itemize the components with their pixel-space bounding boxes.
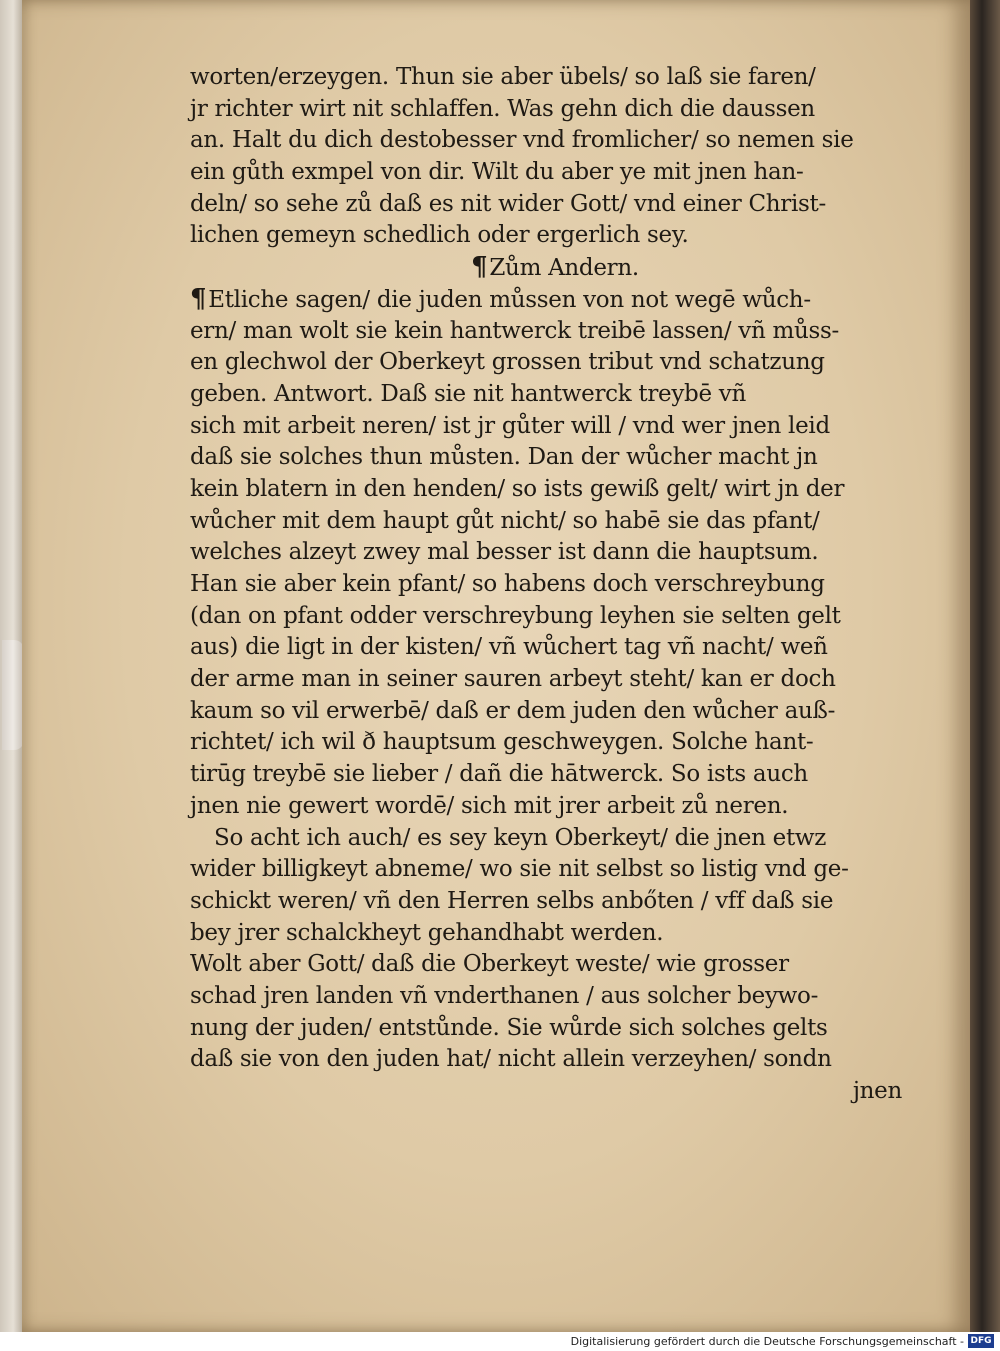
text-line: ein gůth exmpel von dir. Wilt du aber ye mit jnen han- [190, 159, 804, 186]
text-line: der arme man in seiner sauren arbeyt steht/ kan er doch [190, 666, 836, 693]
text-line: daß sie von den juden hat/ nicht allein verzeyhen/ sondn [190, 1046, 832, 1073]
text-line: kaum so vil erwerbē/ daß er dem juden den wůcher auß- [190, 697, 836, 724]
text-line: kein blatern in den henden/ so ists gewiß gelt/ wirt jn der [190, 475, 845, 502]
book-spine-edge [970, 0, 1000, 1332]
text-line: welches alzeyt zwey mal besser ist dann die hauptsum. [190, 539, 819, 566]
text-line: sich mit arbeit neren/ ist jr gůter will / vnd wer jnen leid [190, 412, 830, 439]
footer-bar [0, 1332, 1000, 1351]
text-line: geben. Antwort. Daß sie nit hantwerck treybē vñ [190, 380, 746, 407]
text-line: worten/erzeygen. Thun sie aber übels/ so laß sie faren/ [190, 64, 816, 90]
text-line: jr richter wirt nit schlaffen. Was gehn dich die daussen [190, 95, 815, 122]
catchword: jnen [852, 1078, 902, 1104]
text-line: schad jren landen vñ vnderthanen / aus solcher beywo- [190, 982, 819, 1009]
text-line: schickt weren/ vñ den Herren selbs anbőten / vff daß sie [190, 887, 834, 914]
section-heading [190, 252, 920, 284]
paragraph-start-text: Etliche sagen/ die juden můssen von not wegē wůch- [208, 286, 811, 313]
page-text [190, 62, 920, 1108]
text-line: an. Halt du dich destobesser vnd fromlicher/ so nemen sie [190, 127, 854, 154]
dfg-logo-icon: DFG [968, 1334, 994, 1348]
text-line: So acht ich auch/ es sey keyn Oberkeyt/ die jnen etwz [214, 824, 827, 851]
text-line: aus) die ligt in der kisten/ vñ wůchert tag vñ nacht/ weñ [190, 634, 828, 661]
pilcrow-mark: ¶ [190, 283, 207, 314]
text-line: tirūg treybē sie lieber / dañ die hātwerck. So ists auch [190, 761, 808, 788]
section-heading-text: Zům Andern. [489, 255, 639, 282]
text-line: wůcher mit dem haupt gůt nicht/ so habē sie das pfant/ [190, 507, 820, 534]
page-clip [2, 640, 24, 750]
text-line: bey jrer schalckheyt gehandhabt werden. [190, 919, 664, 946]
text-line: jnen nie gewert wordē/ sich mit jrer arbeit zů neren. [190, 792, 789, 819]
text-line: daß sie solches thun můsten. Dan der wůcher macht jn [190, 444, 818, 471]
text-line: deln/ so sehe zů daß es nit wider Gott/ vnd einer Christ- [190, 190, 826, 217]
text-line: lichen gemeyn schedlich oder ergerlich sey. [190, 222, 689, 249]
text-line: Han sie aber kein pfant/ so habens doch verschreybung [190, 571, 825, 597]
pilcrow-mark: ¶ [471, 252, 488, 283]
text-line: en glechwol der Oberkeyt grossen tribut vnd schatzung [190, 349, 825, 376]
text-line: richtet/ ich wil ð hauptsum geschweygen. Solche hant- [190, 729, 814, 756]
text-line: (dan on pfant odder verschreybung leyhen sie selten gelt [190, 602, 841, 629]
text-line: Wolt aber Gott/ daß die Oberkeyt weste/ wie grosser [190, 951, 789, 978]
text-line: nung der juden/ entstůnde. Sie wůrde sich solches gelts [190, 1014, 828, 1041]
text-line: wider billigkeyt abneme/ wo sie nit selbst so listig vnd ge- [190, 856, 849, 883]
text-line: ern/ man wolt sie kein hantwerck treibē lassen/ vñ můss- [190, 317, 840, 344]
funding-credit: Digitalisierung gefördert durch die Deutsche Forschungsgemeinschaft - [570, 1335, 964, 1348]
text-line [190, 284, 920, 316]
